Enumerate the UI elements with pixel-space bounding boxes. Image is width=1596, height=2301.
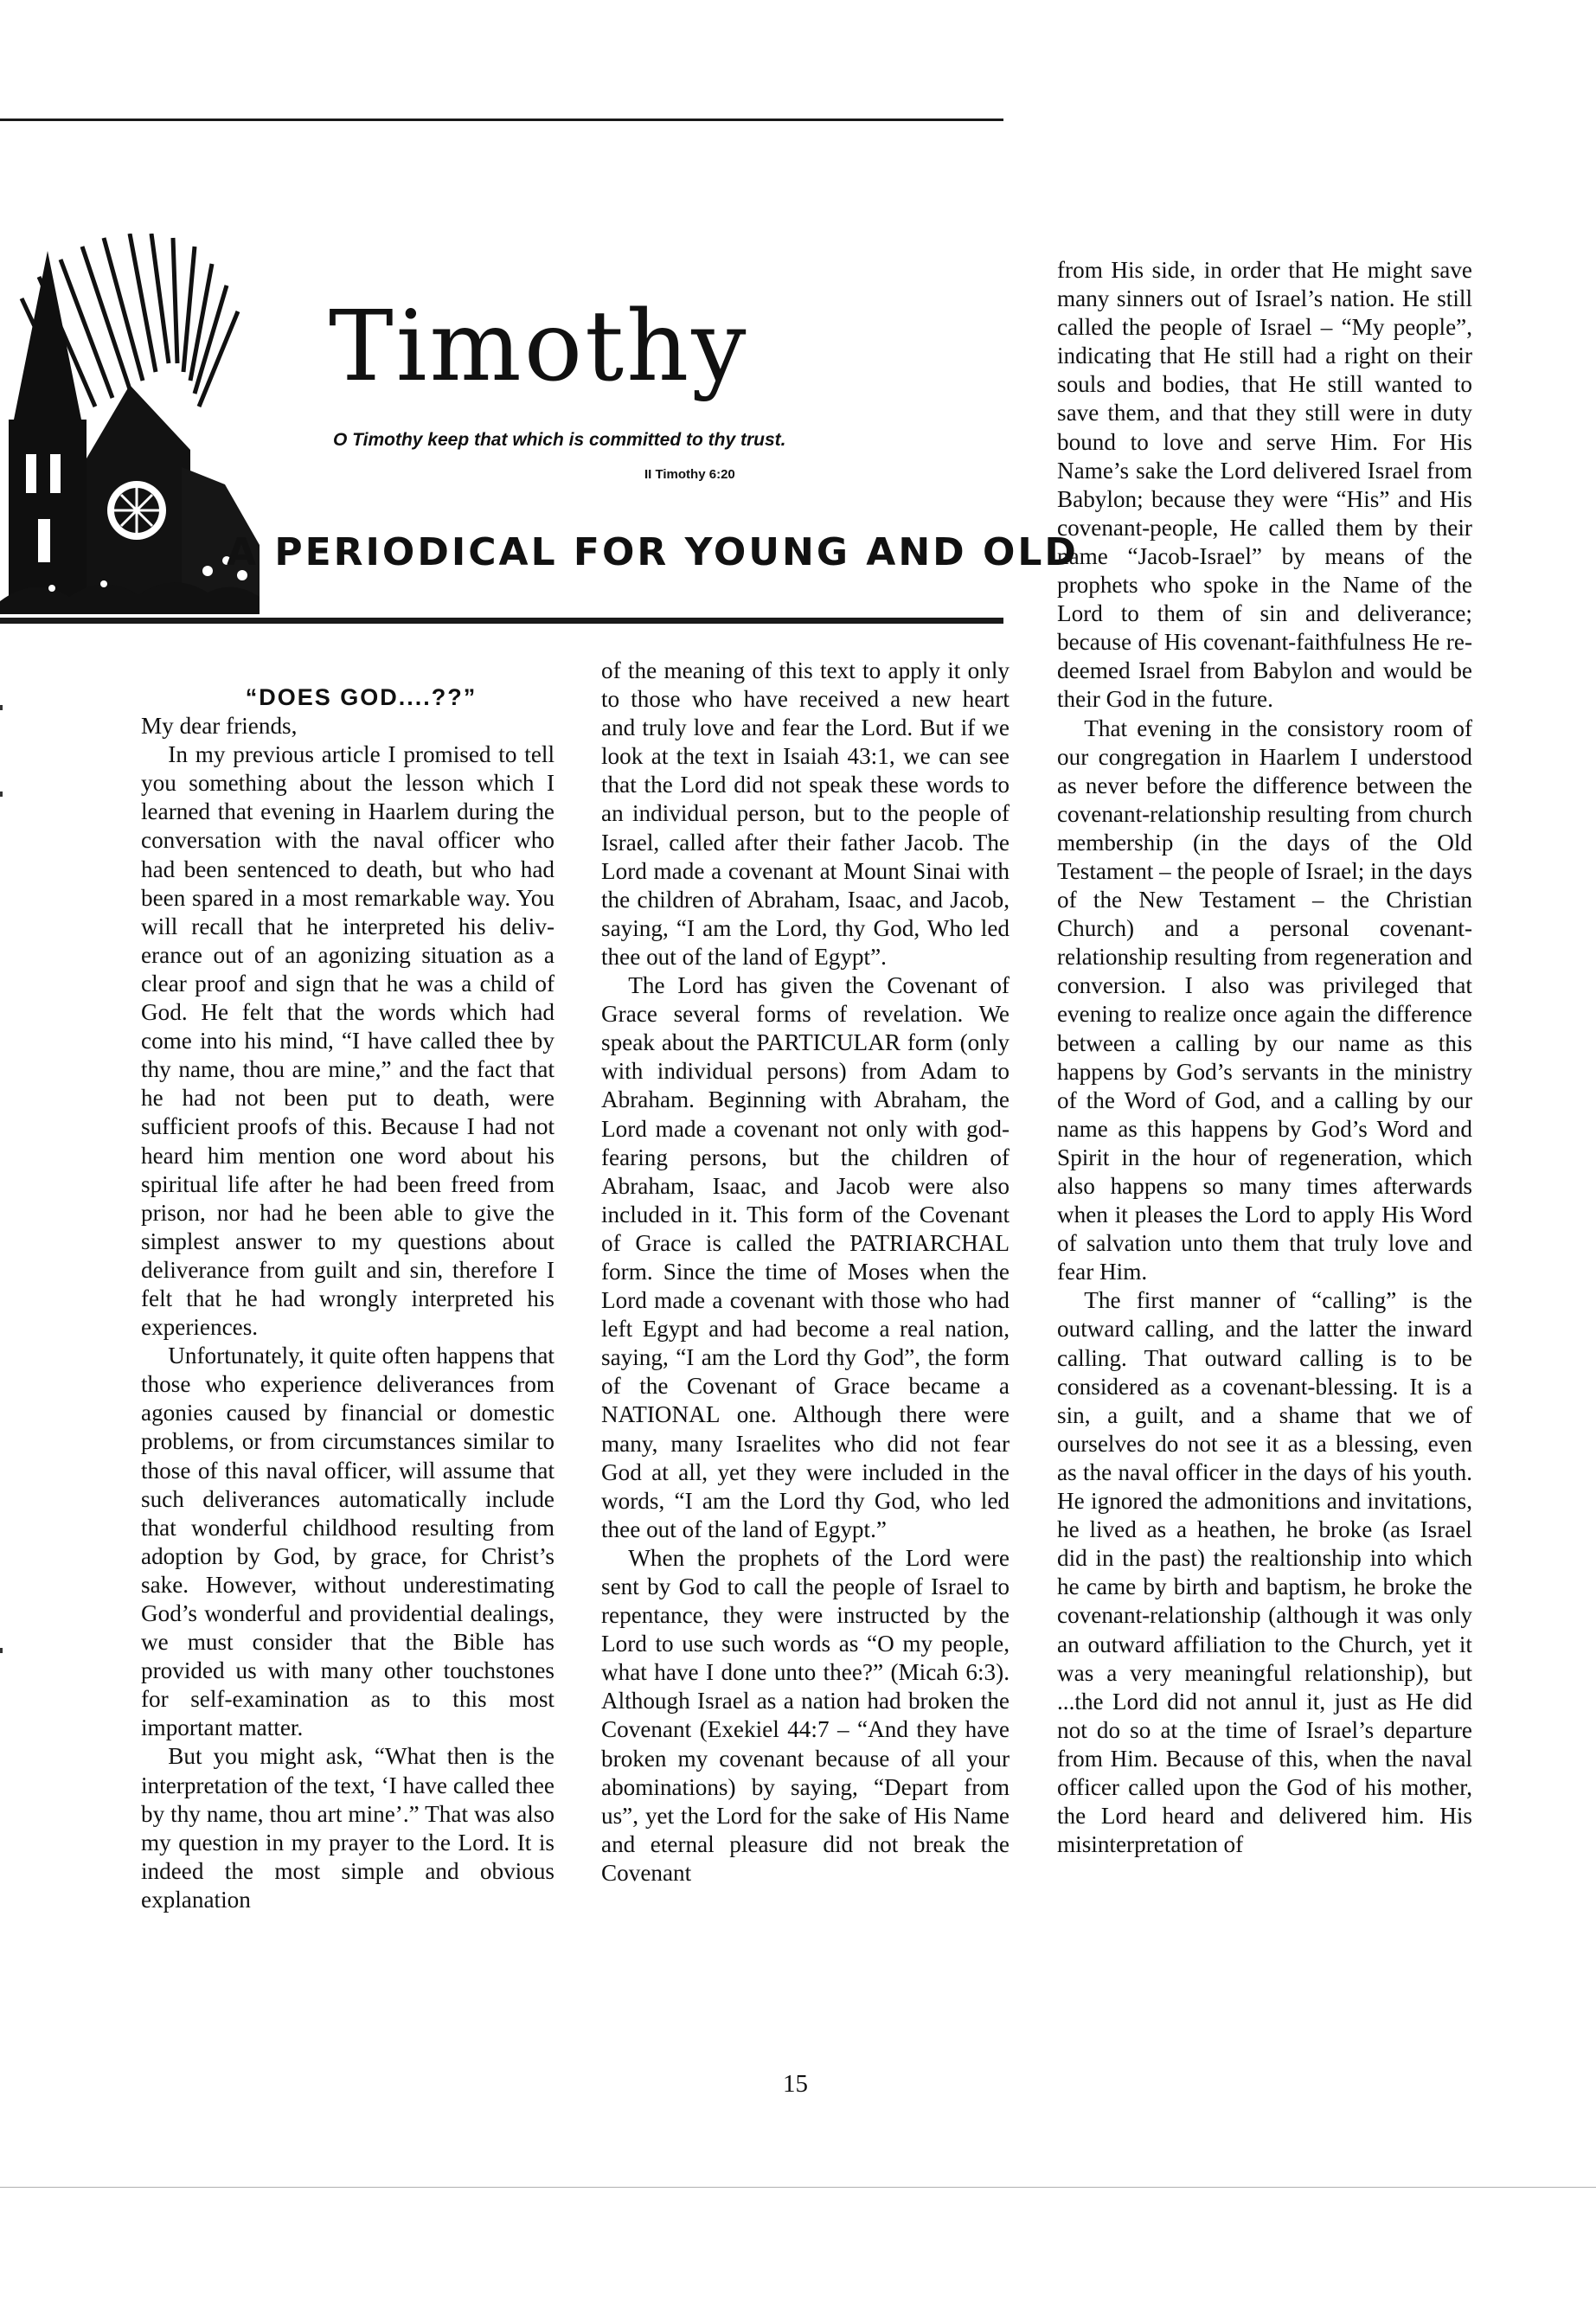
edge-mark [0,705,3,710]
edge-mark [0,792,3,797]
article-heading: “DOES GOD....??” [245,684,478,710]
article-column-3 [1057,256,1472,1859]
article-column-2 [601,657,1010,1888]
header-rule [0,618,1003,624]
masthead-title: Timothy [329,291,749,403]
paragraph: Unfortunately, it quite often happens that those who experience deliverances from agonies caused by financial or domestic problems, or from circumstances similar to those of this naval officer, will assume that such deliverances automatically include that wonderful childhood resulting from adoption by God, by grace, for Christ’s sake. However, without underestimating God’s wonderful and providential dealings, we must consider that the Bible has provided us with many other touchstones for self-examination as to this most important matter. [141,1343,554,1741]
paragraph: The Lord has given the Covenant of Grace several forms of revelation. We speak about the PARTICULAR form (only with individual persons) from Adam to Abraham. Beginning with Abraham, the Lord made a covenant not only with god-fearing persons, but the children of Abraham, Isaac, and Jacob were also included in it. This form of the Covenant of Grace is called the PATRIARCHAL form. Since the time of Moses when the Lord made a covenant with those who had left Egypt and had become a real nation, saying, “I am the Lord thy God”, the form of the Covenant of Grace became a NATIONAL one. Although there were many, many Israelites who did not fear God at all, yet they were included in the words, “I am the Lord thy God, who led thee out of the land of Egypt.” [601,972,1010,1542]
masthead-reference: II Timothy 6:20 [644,467,735,482]
page-number: 15 [783,2070,808,2098]
paragraph: from His side, in order that He might save many sinners out of Israel’s nation. He still called the people of Israel – “My people”, indicating that He still had a right on their souls and bodies, that He still wanted to save them, and that they still were in duty bound to love and serve Him. For His Name’s sake the Lord delivered Israel from Babylon; because they were “His” and His covenant-people, He called them by their name “Jacob-Israel” by means of the prophets who spoke in the Name of the Lord to them of sin and deliverance; because of His covenant-faithfulness He redeemed Israel from Babylon and would be their God in the future. [1057,257,1472,713]
masthead-motto: O Timothy keep that which is committed to thy trust. [333,430,786,450]
top-rule [0,119,1003,121]
paragraph: That evening in the consistory room of our congregation in Haarlem I understood as never before the difference between the covenant-relationship resulting from church membership (in the days of the Old Testament – the people of Israel; in the days of the New Testament – the Christian Church) and a personal covenant-relationship resulting from regeneration and conversion. I also was privileged that evening to realize once again the difference between a calling by our name as this happens by God’s servants in the ministry of the Word of God, and a calling by our name as this happens by God’s Word and Spirit in the hour of regeneration, which also happens so many times afterwards when it pleases the Lord to apply His Word of salvation unto them that truly love and fear Him. [1057,715,1472,1285]
masthead-subtitle: A PERIODICAL FOR YOUNG AND OLD [227,530,1079,574]
edge-mark [0,1648,3,1653]
paragraph: The first manner of “calling” is the outward calling, and the latter the inward calling. That outward calling is to be considered as a covenant-blessing. It is a sin, a guilt, and a shame that we of ourselves do not see it as a blessing, even as the naval officer in the days of his youth. He ignored the admonitions and invitations, he lived as a heathen, he broke (as Israel did in the past) the realtionship into which he came by birth and baptism, he broke the covenant-relationship (although it was only an outward affiliation to the Church, yet it was a very meaningful relationship), but ...the Lord did not annul it, just as He did not do so at the time of Israel’s departure from Him. Because of this, when the naval officer called upon the God of his mother, the Lord heard and delivered him. His misinterpretation of [1057,1287,1472,1858]
church-illustration [0,234,260,614]
paragraph: of the meaning of this text to apply it only to those who have received a new heart and truly love and fear the Lord. But if we look at the text in Isaiah 43:1, we can see that the Lord did not speak these words to an individual person, but to the people of Israel, called after their father Jacob. The Lord made a covenant at Mount Sinai with the children of Abraham, Isaac, and Jacob, saying, “I am the Lord, thy God, Who led thee out of the land of Egypt”. [601,657,1010,970]
paragraph: When the prophets of the Lord were sent by God to call the people of Israel to repentance, they were instructed by the Lord to use such words as “O my people, what have I done unto thee?” (Micah 6:3). Although Israel as a nation had broken the Covenant (Exekiel 44:7 – “And they have broken my covenant because of all your abominations) by saying, “Depart from us”, yet the Lord for the sake of His Name and eternal pleasure did not break the Covenant [601,1544,1010,1886]
paragraph: But you might ask, “What then is the interpretation of the text, ‘I have called thee by thy name, thou art mine’.” That was also my question in my prayer to the Lord. It is indeed the most simple and obvious explanation [141,1743,554,1913]
paragraph: In my previous article I promised to tell you something about the lesson which I learned that evening in Haarlem during the conversation with the naval officer who had been sentenced to death, but who had been spared in a most remarkable way. You will recall that he interpreted his deliverance out of an agonizing situation as a clear proof and sign that he was a child of God. He felt that the words which had come into his mind, “I have called thee by thy name, thou are mine,” and the fact that he had not been put to death, were sufficient proofs of this. Because I had not heard him mention one word about his spiritual life after he had been freed from prison, nor had he been able to give the simplest answer to my questions about deliverance from guilt and sin, therefore I felt that he had wrongly interpreted his experiences. [141,741,554,1341]
article-column-1 [141,683,554,1914]
bottom-rule [0,2187,1596,2188]
paragraph: My dear friends, [141,713,298,740]
